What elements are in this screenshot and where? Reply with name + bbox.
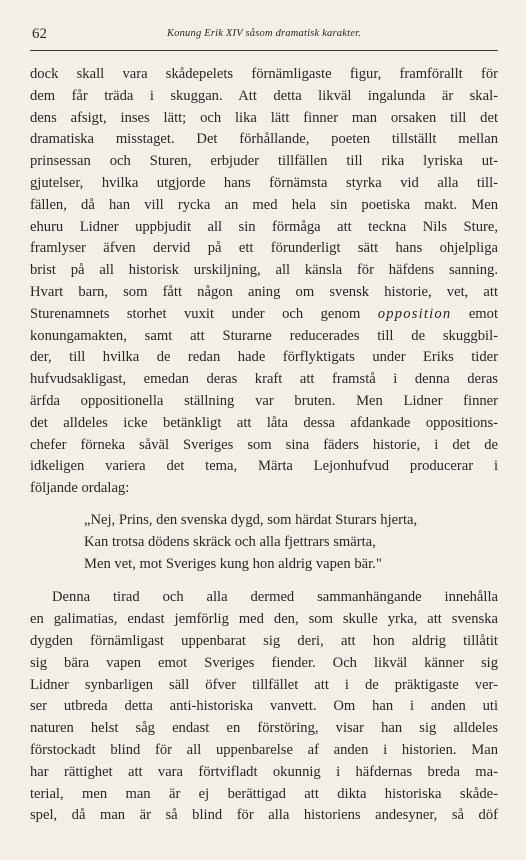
text-line: förstockadt blind för all uppenbarelse af anden i historien. Man <box>30 741 498 758</box>
text-fragment: Sturenamnets storhet vuxit under och genom <box>30 305 361 322</box>
page-header <box>30 26 498 46</box>
verse-quotation <box>30 510 498 575</box>
text-line: gjutelser, hvilka utgjorde hans förnämsta styrka vid alla till- <box>30 174 498 191</box>
page-number: 62 <box>32 26 47 42</box>
body-text <box>30 64 498 827</box>
emphasized-word: opposition <box>377 305 452 322</box>
text-line <box>30 304 498 326</box>
text-line: har rättighet att vara förtvifladt okunnig i häfdernas breda ma- <box>30 763 498 780</box>
text-line: hufvudsakligast, emedan deras kraft att framstå i denna deras <box>30 371 498 388</box>
text-line: ärfda oppositionella ställning var bruten. Men Lidner finner <box>30 392 498 409</box>
verse-line: Kan trotsa dödens skräck och alla fjettrars smärta, <box>84 533 376 550</box>
text-line: följande ordalag: <box>30 480 130 497</box>
text-line: naturen helst såg endast en förstöring, visar han sig alldeles <box>30 720 498 737</box>
text-line: framlyser äfven dervid på ett förunderligt sätt hans ohjelpliga <box>30 240 498 257</box>
text-line: Hvart barn, som fått någon aning om svensk historie, vet, att <box>30 283 498 300</box>
text-line: dens afsigt, inses lätt; och lika lätt finner man orsaken till det <box>30 109 498 126</box>
text-line: dramatiska misstaget. Det förhållande, poeten tillställt mellan <box>30 131 498 148</box>
text-line: det alldeles icke betänkligt att låta dessa afdankade oppositions- <box>30 414 498 431</box>
verse-line: „Nej, Prins, den svenska dygd, som härdat Sturars hjerta, <box>84 511 418 528</box>
text-line: en galimatias, endast jemförlig med den, som skulle yrka, att svenska <box>30 611 498 628</box>
text-line: brist på all historisk urskiljning, all känsla för häfdens sanning. <box>30 262 498 279</box>
text-line: dygden förnämligast uppenbarat sig deri, att hon aldrig tillåtit <box>30 632 498 649</box>
text-line: Lidner synbarligen säll öfver tillfället att i de präktigaste ver- <box>30 676 498 693</box>
text-line: der, till hvilka de redan hade förflyktigats under Eriks tider <box>30 349 498 366</box>
text-line: dem får träda i skuggan. Att detta likväl ingalunda är skal- <box>30 87 498 104</box>
text-line: chefer förneka såväl Sveriges som sina fäders historie, i det de <box>30 436 498 453</box>
text-line: spel, då man är så blind för alla historiens andesyner, så döf <box>30 807 498 824</box>
text-line: dock skall vara skådepelets förnämligaste figur, framförallt för <box>30 66 498 82</box>
verse-line: Men vet, mot Sveriges kung hon aldrig vapen bär." <box>84 555 382 572</box>
text-fragment: emot <box>468 305 499 322</box>
text-line: idkeligen variera det tema, Märta Lejonhufvud producerar i <box>30 458 498 475</box>
text-line: terial, men man är ej berättigad att dikta historiska skåde- <box>30 785 498 802</box>
text-line: prinsessan och Sturen, erbjuder tillfällen till rika lyriska ut- <box>30 153 498 170</box>
running-head: Konung Erik XIV såsom dramatisk karakter. <box>166 28 362 39</box>
text-line: fällen, då han vill rycka an med hela sin poetiska makt. Men <box>30 196 498 213</box>
text-line: Denna tirad och alla dermed sammanhängande innehålla <box>52 589 498 606</box>
text-line: konungamakten, samt att Sturarne reducerades till de skuggbil- <box>30 327 498 344</box>
text-line: ser utbreda detta anti-historiska vanvett. Om han i anden uti <box>30 698 498 715</box>
text-line: sig bära vapen emot Sveriges fiender. Och likväl känner sig <box>30 654 498 671</box>
text-line: ehuru Lidner uppbjudit all sin förmåga att teckna Nils Sture, <box>30 218 498 235</box>
header-rule <box>30 50 498 51</box>
